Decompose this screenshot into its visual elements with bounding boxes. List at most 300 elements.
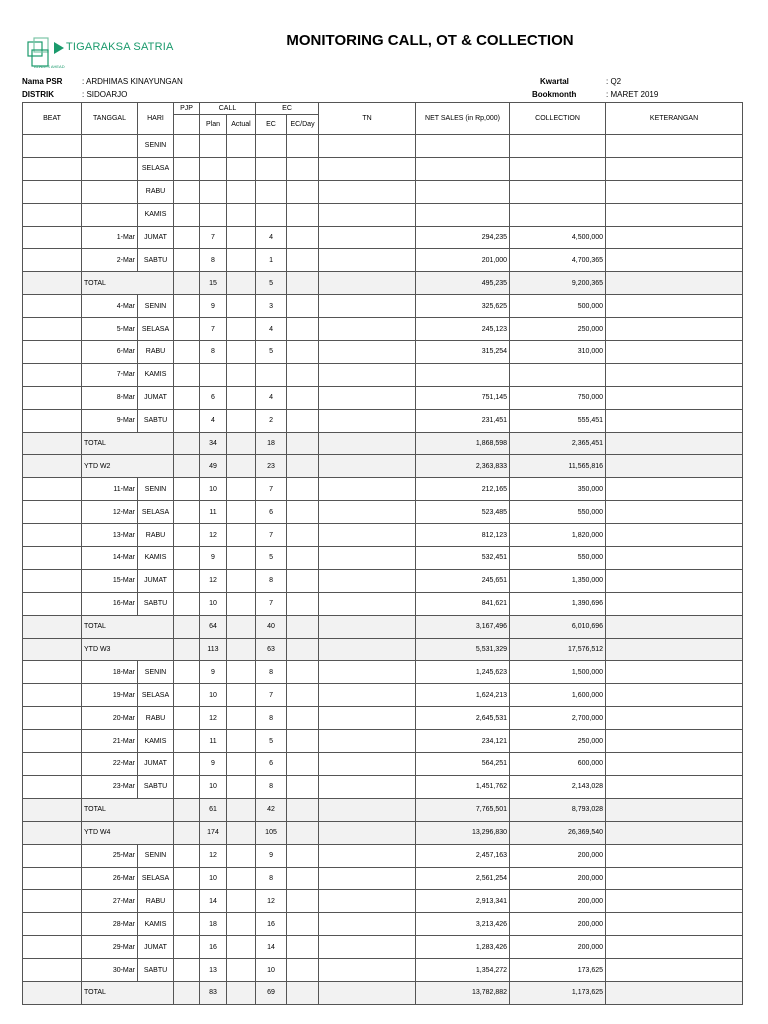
kwartal-label: Kwartal bbox=[540, 77, 569, 86]
cell-tanggal: 5-Mar bbox=[82, 318, 138, 341]
cell-plan bbox=[200, 203, 227, 226]
cell-hari: RABU bbox=[138, 341, 174, 364]
cell-actual bbox=[227, 272, 256, 295]
cell-pjp bbox=[174, 936, 200, 959]
cell-ec-day bbox=[287, 936, 319, 959]
cell-tn bbox=[319, 798, 416, 821]
cell-beat bbox=[23, 295, 82, 318]
cell-beat bbox=[23, 524, 82, 547]
cell-tanggal: 29-Mar bbox=[82, 936, 138, 959]
cell-actual bbox=[227, 386, 256, 409]
cell-beat bbox=[23, 341, 82, 364]
cell-pjp bbox=[174, 547, 200, 570]
cell-ec-day bbox=[287, 180, 319, 203]
cell-hari: SENIN bbox=[138, 844, 174, 867]
monitoring-table bbox=[22, 102, 743, 1005]
cell-pjp bbox=[174, 867, 200, 890]
cell-ec: 7 bbox=[256, 524, 287, 547]
summary-row bbox=[23, 272, 743, 295]
table-row bbox=[23, 203, 743, 226]
cell-pjp bbox=[174, 432, 200, 455]
cell-actual bbox=[227, 638, 256, 661]
table-row bbox=[23, 180, 743, 203]
cell-tanggal: 7-Mar bbox=[82, 363, 138, 386]
cell-ec-day bbox=[287, 821, 319, 844]
cell-plan: 83 bbox=[200, 981, 227, 1004]
cell-collection: 250,000 bbox=[510, 318, 606, 341]
table-row bbox=[23, 135, 743, 158]
cell-tn bbox=[319, 363, 416, 386]
cell-actual bbox=[227, 157, 256, 180]
cell-beat bbox=[23, 936, 82, 959]
table-row bbox=[23, 569, 743, 592]
company-tagline: ALWAYS AHEAD bbox=[34, 64, 65, 69]
cell-tn bbox=[319, 730, 416, 753]
cell-net-sales: 564,251 bbox=[416, 753, 510, 776]
cell-summary-label: YTD W4 bbox=[82, 821, 174, 844]
cell-collection: 1,390,696 bbox=[510, 592, 606, 615]
cell-hari: JUMAT bbox=[138, 226, 174, 249]
cell-keterangan bbox=[606, 936, 743, 959]
cell-keterangan bbox=[606, 638, 743, 661]
cell-collection: 1,600,000 bbox=[510, 684, 606, 707]
cell-tanggal: 9-Mar bbox=[82, 409, 138, 432]
cell-keterangan bbox=[606, 798, 743, 821]
cell-tanggal: 16-Mar bbox=[82, 592, 138, 615]
cell-actual bbox=[227, 981, 256, 1004]
cell-plan: 9 bbox=[200, 661, 227, 684]
cell-hari: JUMAT bbox=[138, 569, 174, 592]
cell-tn bbox=[319, 753, 416, 776]
cell-actual bbox=[227, 730, 256, 753]
cell-actual bbox=[227, 890, 256, 913]
cell-keterangan bbox=[606, 775, 743, 798]
cell-tanggal: 2-Mar bbox=[82, 249, 138, 272]
cell-tn bbox=[319, 295, 416, 318]
cell-net-sales: 2,457,163 bbox=[416, 844, 510, 867]
cell-ec: 23 bbox=[256, 455, 287, 478]
cell-beat bbox=[23, 318, 82, 341]
table-body bbox=[23, 135, 743, 1005]
cell-actual bbox=[227, 295, 256, 318]
cell-plan: 10 bbox=[200, 478, 227, 501]
cell-ec-day bbox=[287, 295, 319, 318]
cell-collection bbox=[510, 157, 606, 180]
col-call: CALL bbox=[200, 103, 256, 115]
cell-hari: SENIN bbox=[138, 661, 174, 684]
cell-plan: 11 bbox=[200, 730, 227, 753]
cell-tn bbox=[319, 661, 416, 684]
cell-pjp bbox=[174, 318, 200, 341]
cell-plan bbox=[200, 157, 227, 180]
cell-tn bbox=[319, 913, 416, 936]
cell-tanggal bbox=[82, 180, 138, 203]
cell-beat bbox=[23, 569, 82, 592]
cell-collection: 310,000 bbox=[510, 341, 606, 364]
cell-net-sales: 212,165 bbox=[416, 478, 510, 501]
cell-ec: 40 bbox=[256, 615, 287, 638]
cell-ec-day bbox=[287, 135, 319, 158]
cell-ec: 4 bbox=[256, 226, 287, 249]
cell-tanggal: 14-Mar bbox=[82, 547, 138, 570]
cell-plan: 61 bbox=[200, 798, 227, 821]
table-row bbox=[23, 249, 743, 272]
cell-tanggal: 30-Mar bbox=[82, 959, 138, 982]
cell-tanggal: 12-Mar bbox=[82, 501, 138, 524]
cell-actual bbox=[227, 707, 256, 730]
cell-beat bbox=[23, 867, 82, 890]
cell-pjp bbox=[174, 409, 200, 432]
cell-hari: KAMIS bbox=[138, 363, 174, 386]
cell-beat bbox=[23, 180, 82, 203]
cell-ec: 63 bbox=[256, 638, 287, 661]
cell-net-sales: 495,235 bbox=[416, 272, 510, 295]
cell-hari: JUMAT bbox=[138, 386, 174, 409]
cell-keterangan bbox=[606, 753, 743, 776]
cell-tn bbox=[319, 638, 416, 661]
cell-collection bbox=[510, 363, 606, 386]
cell-summary-label: TOTAL bbox=[82, 981, 174, 1004]
cell-ec: 10 bbox=[256, 959, 287, 982]
cell-ec: 8 bbox=[256, 569, 287, 592]
cell-pjp bbox=[174, 478, 200, 501]
table-row bbox=[23, 684, 743, 707]
cell-tanggal: 20-Mar bbox=[82, 707, 138, 730]
cell-actual bbox=[227, 959, 256, 982]
cell-actual bbox=[227, 913, 256, 936]
cell-ec: 105 bbox=[256, 821, 287, 844]
cell-tn bbox=[319, 615, 416, 638]
table-row bbox=[23, 157, 743, 180]
cell-keterangan bbox=[606, 157, 743, 180]
cell-actual bbox=[227, 844, 256, 867]
cell-actual bbox=[227, 180, 256, 203]
cell-plan: 15 bbox=[200, 272, 227, 295]
col-tn: TN bbox=[319, 103, 416, 135]
cell-ec: 42 bbox=[256, 798, 287, 821]
cell-tn bbox=[319, 890, 416, 913]
cell-ec: 14 bbox=[256, 936, 287, 959]
cell-ec: 12 bbox=[256, 890, 287, 913]
cell-collection: 8,793,028 bbox=[510, 798, 606, 821]
cell-tn bbox=[319, 180, 416, 203]
cell-actual bbox=[227, 615, 256, 638]
cell-collection: 4,500,000 bbox=[510, 226, 606, 249]
cell-collection: 17,576,512 bbox=[510, 638, 606, 661]
cell-actual bbox=[227, 775, 256, 798]
cell-net-sales: 13,782,882 bbox=[416, 981, 510, 1004]
col-net-sales: NET SALES (in Rp,000) bbox=[416, 103, 510, 135]
cell-collection: 4,700,365 bbox=[510, 249, 606, 272]
table-header bbox=[23, 103, 743, 135]
cell-pjp bbox=[174, 592, 200, 615]
cell-tn bbox=[319, 936, 416, 959]
cell-actual bbox=[227, 432, 256, 455]
cell-beat bbox=[23, 249, 82, 272]
cell-keterangan bbox=[606, 730, 743, 753]
cell-net-sales: 1,624,213 bbox=[416, 684, 510, 707]
table-row bbox=[23, 318, 743, 341]
cell-plan: 10 bbox=[200, 592, 227, 615]
cell-beat bbox=[23, 753, 82, 776]
cell-ec-day bbox=[287, 524, 319, 547]
cell-tn bbox=[319, 157, 416, 180]
cell-net-sales: 751,145 bbox=[416, 386, 510, 409]
cell-hari: JUMAT bbox=[138, 753, 174, 776]
cell-hari: RABU bbox=[138, 180, 174, 203]
cell-keterangan bbox=[606, 363, 743, 386]
cell-pjp bbox=[174, 341, 200, 364]
cell-collection: 26,369,540 bbox=[510, 821, 606, 844]
cell-keterangan bbox=[606, 684, 743, 707]
cell-keterangan bbox=[606, 203, 743, 226]
cell-actual bbox=[227, 478, 256, 501]
cell-beat bbox=[23, 478, 82, 501]
cell-tanggal: 25-Mar bbox=[82, 844, 138, 867]
cell-pjp bbox=[174, 730, 200, 753]
cell-pjp bbox=[174, 272, 200, 295]
cell-collection: 11,565,816 bbox=[510, 455, 606, 478]
cell-keterangan bbox=[606, 249, 743, 272]
cell-ec: 16 bbox=[256, 913, 287, 936]
cell-ec-day bbox=[287, 501, 319, 524]
cell-pjp bbox=[174, 569, 200, 592]
cell-tn bbox=[319, 318, 416, 341]
cell-collection: 6,010,696 bbox=[510, 615, 606, 638]
cell-plan: 10 bbox=[200, 775, 227, 798]
cell-net-sales: 7,765,501 bbox=[416, 798, 510, 821]
cell-tn bbox=[319, 547, 416, 570]
cell-tn bbox=[319, 272, 416, 295]
table-row bbox=[23, 478, 743, 501]
cell-actual bbox=[227, 798, 256, 821]
cell-ec-day bbox=[287, 913, 319, 936]
cell-net-sales: 231,451 bbox=[416, 409, 510, 432]
cell-beat bbox=[23, 661, 82, 684]
cell-plan: 7 bbox=[200, 226, 227, 249]
cell-ec-day bbox=[287, 157, 319, 180]
cell-collection: 555,451 bbox=[510, 409, 606, 432]
cell-beat bbox=[23, 775, 82, 798]
cell-pjp bbox=[174, 295, 200, 318]
cell-keterangan bbox=[606, 341, 743, 364]
cell-actual bbox=[227, 936, 256, 959]
cell-ec: 8 bbox=[256, 661, 287, 684]
bookmonth-value: : MARET 2019 bbox=[606, 90, 659, 99]
cell-pjp bbox=[174, 707, 200, 730]
cell-plan: 8 bbox=[200, 341, 227, 364]
cell-tn bbox=[319, 501, 416, 524]
col-ec-group: EC bbox=[256, 103, 319, 115]
cell-net-sales bbox=[416, 157, 510, 180]
distrik-label: DISTRIK bbox=[22, 90, 54, 99]
summary-row bbox=[23, 615, 743, 638]
cell-tn bbox=[319, 981, 416, 1004]
cell-pjp bbox=[174, 203, 200, 226]
cell-beat bbox=[23, 730, 82, 753]
cell-beat bbox=[23, 798, 82, 821]
cell-actual bbox=[227, 318, 256, 341]
cell-ec-day bbox=[287, 386, 319, 409]
cell-beat bbox=[23, 981, 82, 1004]
cell-pjp bbox=[174, 753, 200, 776]
cell-plan: 16 bbox=[200, 936, 227, 959]
cell-collection: 173,625 bbox=[510, 959, 606, 982]
cell-net-sales: 2,645,531 bbox=[416, 707, 510, 730]
cell-net-sales: 325,625 bbox=[416, 295, 510, 318]
cell-pjp bbox=[174, 363, 200, 386]
cell-collection: 500,000 bbox=[510, 295, 606, 318]
cell-tn bbox=[319, 203, 416, 226]
cell-actual bbox=[227, 226, 256, 249]
cell-tn bbox=[319, 478, 416, 501]
cell-actual bbox=[227, 249, 256, 272]
cell-net-sales bbox=[416, 180, 510, 203]
cell-net-sales bbox=[416, 135, 510, 158]
table-row bbox=[23, 547, 743, 570]
cell-summary-label: YTD W3 bbox=[82, 638, 174, 661]
cell-beat bbox=[23, 638, 82, 661]
cell-tn bbox=[319, 707, 416, 730]
cell-actual bbox=[227, 661, 256, 684]
cell-actual bbox=[227, 684, 256, 707]
cell-plan: 64 bbox=[200, 615, 227, 638]
col-tanggal: TANGGAL bbox=[82, 103, 138, 135]
table-row bbox=[23, 386, 743, 409]
cell-beat bbox=[23, 615, 82, 638]
col-pjp: PJP bbox=[174, 103, 200, 115]
cell-plan: 34 bbox=[200, 432, 227, 455]
cell-collection: 350,000 bbox=[510, 478, 606, 501]
cell-ec-day bbox=[287, 569, 319, 592]
cell-actual bbox=[227, 569, 256, 592]
table-row bbox=[23, 524, 743, 547]
table-row bbox=[23, 226, 743, 249]
col-beat: BEAT bbox=[23, 103, 82, 135]
cell-ec-day bbox=[287, 615, 319, 638]
cell-beat bbox=[23, 707, 82, 730]
cell-pjp bbox=[174, 684, 200, 707]
cell-ec bbox=[256, 203, 287, 226]
cell-pjp bbox=[174, 135, 200, 158]
cell-hari: SELASA bbox=[138, 318, 174, 341]
cell-ec-day bbox=[287, 753, 319, 776]
cell-tanggal bbox=[82, 157, 138, 180]
cell-collection: 200,000 bbox=[510, 936, 606, 959]
table-row bbox=[23, 867, 743, 890]
cell-beat bbox=[23, 684, 82, 707]
cell-pjp bbox=[174, 913, 200, 936]
cell-actual bbox=[227, 592, 256, 615]
cell-pjp bbox=[174, 981, 200, 1004]
cell-tn bbox=[319, 524, 416, 547]
cell-beat bbox=[23, 203, 82, 226]
company-name: TIGARAKSA SATRIA bbox=[66, 41, 174, 53]
cell-ec: 69 bbox=[256, 981, 287, 1004]
cell-hari: SELASA bbox=[138, 157, 174, 180]
cell-collection: 2,143,028 bbox=[510, 775, 606, 798]
cell-net-sales: 1,354,272 bbox=[416, 959, 510, 982]
cell-tanggal: 18-Mar bbox=[82, 661, 138, 684]
cell-collection bbox=[510, 203, 606, 226]
cell-net-sales: 315,254 bbox=[416, 341, 510, 364]
cell-ec-day bbox=[287, 775, 319, 798]
cell-ec-day bbox=[287, 203, 319, 226]
distrik-value: : SIDOARJO bbox=[82, 90, 128, 99]
cell-collection: 1,350,000 bbox=[510, 569, 606, 592]
cell-tanggal: 4-Mar bbox=[82, 295, 138, 318]
cell-ec-day bbox=[287, 867, 319, 890]
cell-ec: 8 bbox=[256, 775, 287, 798]
cell-beat bbox=[23, 135, 82, 158]
cell-pjp bbox=[174, 890, 200, 913]
cell-tanggal: 23-Mar bbox=[82, 775, 138, 798]
cell-hari: SABTU bbox=[138, 592, 174, 615]
cell-ec: 2 bbox=[256, 409, 287, 432]
cell-net-sales: 201,000 bbox=[416, 249, 510, 272]
cell-actual bbox=[227, 524, 256, 547]
cell-hari: RABU bbox=[138, 524, 174, 547]
cell-plan: 13 bbox=[200, 959, 227, 982]
cell-ec: 9 bbox=[256, 844, 287, 867]
cell-pjp bbox=[174, 661, 200, 684]
table-row bbox=[23, 936, 743, 959]
cell-summary-label: TOTAL bbox=[82, 615, 174, 638]
table-row bbox=[23, 501, 743, 524]
cell-net-sales: 2,913,341 bbox=[416, 890, 510, 913]
table-row bbox=[23, 844, 743, 867]
cell-tn bbox=[319, 775, 416, 798]
col-ec: EC bbox=[256, 115, 287, 135]
cell-beat bbox=[23, 501, 82, 524]
table-row bbox=[23, 341, 743, 364]
cell-ec-day bbox=[287, 798, 319, 821]
cell-tanggal: 22-Mar bbox=[82, 753, 138, 776]
cell-plan bbox=[200, 135, 227, 158]
cell-keterangan bbox=[606, 661, 743, 684]
cell-ec-day bbox=[287, 318, 319, 341]
cell-hari: KAMIS bbox=[138, 203, 174, 226]
cell-collection bbox=[510, 135, 606, 158]
cell-ec-day bbox=[287, 341, 319, 364]
cell-tn bbox=[319, 409, 416, 432]
table-row bbox=[23, 913, 743, 936]
cell-net-sales: 532,451 bbox=[416, 547, 510, 570]
cell-actual bbox=[227, 753, 256, 776]
cell-tanggal: 28-Mar bbox=[82, 913, 138, 936]
cell-plan: 12 bbox=[200, 569, 227, 592]
cell-pjp bbox=[174, 455, 200, 478]
cell-ec: 5 bbox=[256, 272, 287, 295]
cell-net-sales bbox=[416, 203, 510, 226]
cell-plan bbox=[200, 180, 227, 203]
cell-net-sales: 3,167,496 bbox=[416, 615, 510, 638]
cell-pjp bbox=[174, 615, 200, 638]
cell-actual bbox=[227, 135, 256, 158]
table-row bbox=[23, 775, 743, 798]
cell-hari: KAMIS bbox=[138, 913, 174, 936]
cell-ec-day bbox=[287, 409, 319, 432]
cell-ec: 5 bbox=[256, 341, 287, 364]
cell-net-sales: 1,283,426 bbox=[416, 936, 510, 959]
cell-tanggal: 27-Mar bbox=[82, 890, 138, 913]
cell-pjp bbox=[174, 157, 200, 180]
cell-hari: SENIN bbox=[138, 135, 174, 158]
cell-beat bbox=[23, 157, 82, 180]
col-actual: Actual bbox=[227, 115, 256, 135]
cell-plan: 12 bbox=[200, 707, 227, 730]
cell-keterangan bbox=[606, 318, 743, 341]
